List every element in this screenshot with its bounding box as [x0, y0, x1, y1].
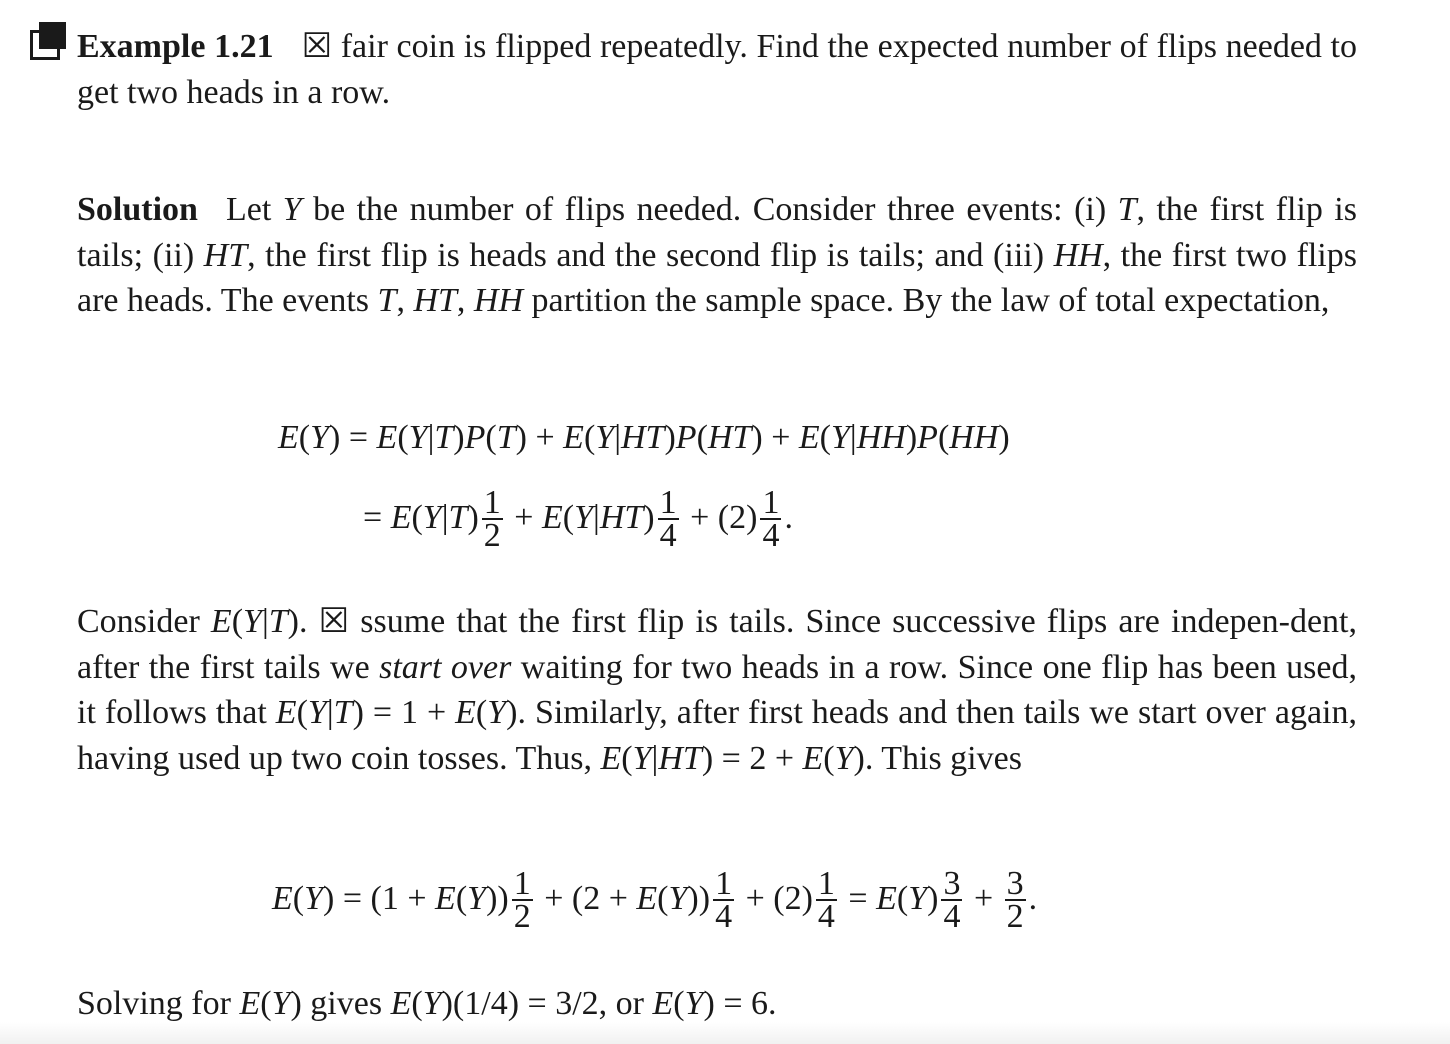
- consider-paragraph: Consider E(Y|T). ☒ ssume that the first flip is tails. Since successive flips are indepen-dent, after the first tails we start over waiting for two heads in a row. Since one flip has been used, it follows that E(Y|T) = 1 + E(Y). Similarly, after first heads and then tails we start over again, having used up two coin tosses. Thus, E(Y|HT) = 2 + E(Y). This gives: [77, 603, 1357, 777]
- equation-substituted: = E(Y|T) $\frac{1}{2}$ + E(Y|HT) $\frac{1}{4}$ + (2) $\frac{1}{4}$ .: [363, 484, 793, 554]
- equation-final: E(Y) = (1 + E(Y)) $\frac{1}{2}$ + (2 + E(Y)) $\frac{1}{4}$ + (2) $\frac{1}{4}$ = E(Y) $\frac{3}{4}$ + $\frac{3}{2}$ .: [272, 865, 1038, 935]
- solution-paragraph: [77, 187, 1357, 324]
- example-label: Example 1.21: [77, 28, 274, 65]
- solution-text: Let Y be the number of flips needed. Consider three events: (i) T, the first flip is tails; (ii) HT, the first flip is heads and the second flip is tails; and (iii) HH, the first two flips are heads. The events T, HT, HH partition the sample space. By the law of total expectation,: [77, 191, 1357, 319]
- example-marker-icon: [30, 22, 66, 58]
- page-bottom-shade: [0, 1022, 1450, 1044]
- solution-label: Solution: [77, 191, 198, 228]
- solving-paragraph: Solving for E(Y) gives E(Y)(1/4) = 3/2, or E(Y) = 6.: [77, 985, 777, 1022]
- example-text: ☒ fair coin is flipped repeatedly. Find the expected number of flips needed to get two heads in a row.: [77, 28, 1357, 111]
- example-statement: [77, 24, 1357, 115]
- equation-total-expectation: E(Y) = E(Y|T)P(T) + E(Y|HT)P(HT) + E(Y|HH)P(HH): [278, 419, 1010, 456]
